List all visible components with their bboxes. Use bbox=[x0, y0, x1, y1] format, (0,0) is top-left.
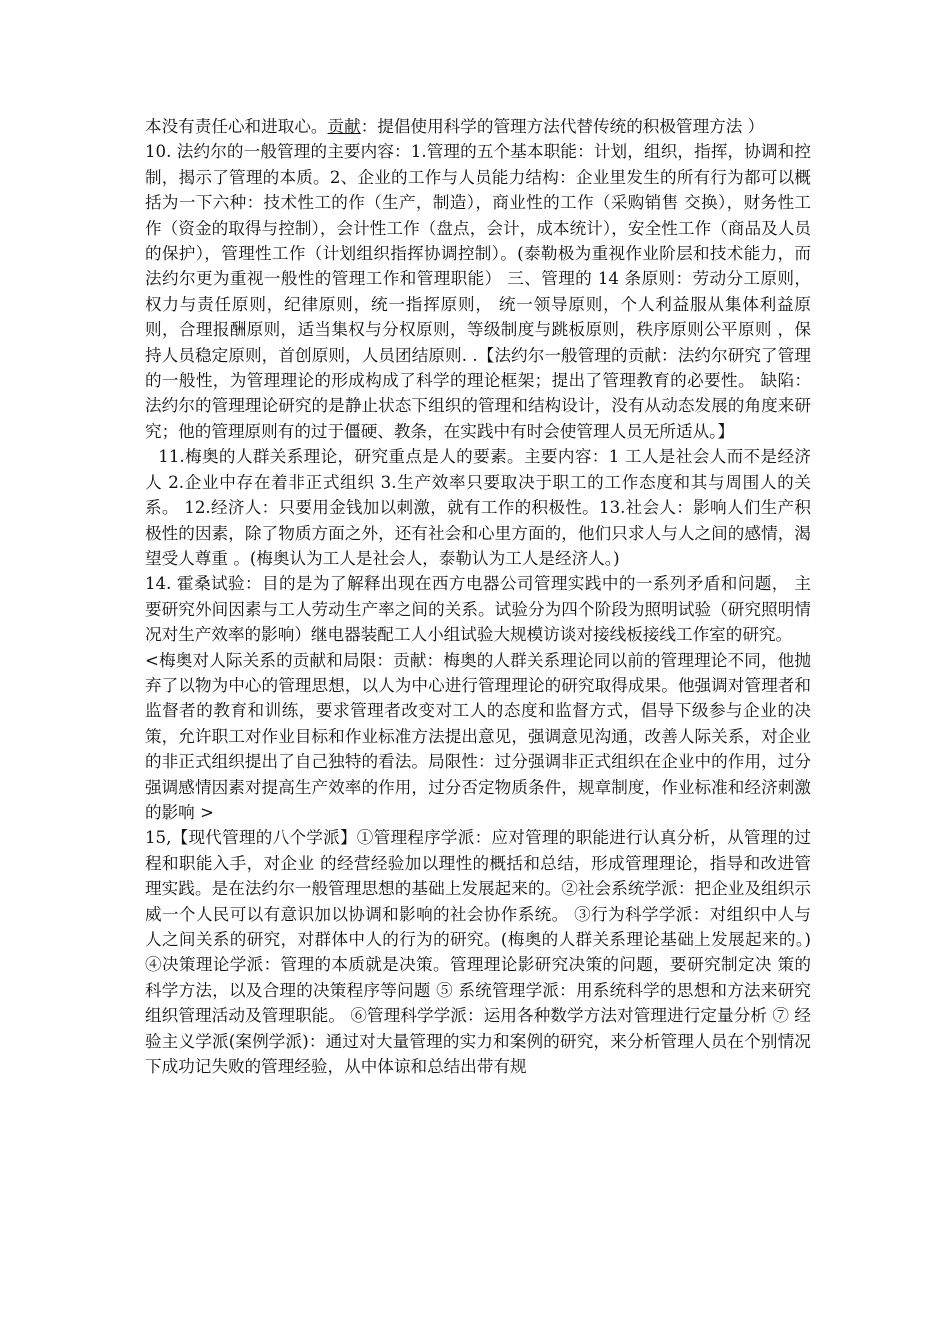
paragraph-schools: 15,【现代管理的八个学派】①管理程序学派：应对管理的职能进行认真分析，从管理的过程和职能入手，对企业 的经营经验加以理性的概括和总结，形成管理理论，指导和改进管理实践。是在法约尔一般管理思想的基础上发展起来的。②社会系统学派：把企业及组织示威一个人民可以有意识加以协调和影响的社会协作系统。 ③行为科学学派：对组织中人与人之间关系的研究，对群体中人的行为的研究。(梅奥的人群关系理论基础上发展起来的。) ④决策理论学派：管理的本质就是决策。管理理论影研究决策的问题，要研究制定决 策的科学方法，以及合理的决策程序等问题 ⑤ 系统管理学派：用系统科学的思想和方法来研究组织管理活动及管理职能。 ⑥管理科学学派：运用各种数学方法对管理进行定量分析 ⑦ 经验主义学派(案例学派)：通过对大量管理的实力和案例的研究，来分析管理人员在个别情况下成功记失败的管理经验，从中体谅和总结出带有规 bbox=[145, 828, 811, 1077]
text-segment: 本没有责任心和进取心。 bbox=[145, 117, 328, 136]
paragraph-mayo-evaluation: <梅奥对人际关系的贡献和局限：贡献：梅奥的人群关系理论同以前的管理理论不同，他抛弃了以物为中心的管理思想，以人为中心进行管理理论的研究取得成果。他强调对管理者和监督者的教育和训练，要求管理者改变对工人的态度和监督方式，倡导下级参与企业的决策，允许职工对作业目标和作业标准方法提出意见，强调意见沟通，改善人际关系，对企业的非正式组织提出了自己独特的看法。局限性：过分强调非正式组织在企业中的作用，过分强调感情因素对提高生产效率的作用，过分否定物质条件，规章制度，作业标准和经济刺激的影响 > bbox=[145, 650, 811, 822]
contribution-label: 贡献 bbox=[327, 117, 361, 136]
paragraph-fayol: 10. 法约尔的一般管理的主要内容：1.管理的五个基本职能：计划，组织，指挥，协调和控制，揭示了管理的本质。2、企业的工作与人员能力结构：企业里发生的所有行为都可以概括为一下六种：技术性工的作（生产，制造），商业性的工作（采购销售 交换），财务性工作（资金的取得与控制），会计性工作（盘点，会计，成本统计），安全性工作（商品及人员的保护），管理性工作（计划组织指挥协调控制）。(泰勒极为重视作业阶层和技术能力，而法约尔更为重视一般性的管理工作和管理职能） 三、管理的 14 条原则：劳动分工原则，权力与责任原则，纪律原则，统一指挥原则， 统一领导原则，个人利益服从集体利益原则，合理报酬原则，适当集权与分权原则，等级制度与跳板原则，秩序原则公平原则 ，保持人员稳定原则，首创原则，人员团结原则. .【法约尔一般管理的贡献：法约尔研究了管理的一般性，为管理理论的形成构成了科学的理论框架；提出了管理教育的必要性。 缺陷：法约尔的管理理论研究的是静止状态下组织的管理和结构设计，没有从动态发展的角度来研究；他的管理原则有的过于僵硬、教条，在实践中有时会使管理人员无所适从。】 bbox=[145, 142, 811, 441]
paragraph-taylor-contribution bbox=[145, 114, 811, 139]
paragraph-mayo: 11.梅奥的人群关系理论，研究重点是人的要素。主要内容：1 工人是社会人而不是经济人 2.企业中存在着非正式组织 3.生产效率只要取决于职工的工作态度和其与周围人的关系。 12.经济人：只要用金钱加以刺激，就有工作的积极性。13.社会人：影响人们生产积极性的因素，除了物质方面之外，还有社会和心里方面的，他们只求人与人之间的感情，渴望受人尊重 。(梅奥认为工人是社会人，泰勒认为工人是经济人。) bbox=[145, 447, 811, 568]
paragraph-hawthorne: 14. 霍桑试验：目的是为了解释出现在西方电器公司管理实践中的一系列矛盾和问题， 主要研究外间因素与工人劳动生产率之间的关系。试验分为四个阶段为照明试验（研究照明情况对生产效率的影响）继电器装配工人小组试验大规模访谈对接线板接线工作室的研究。 bbox=[145, 574, 811, 645]
document-body bbox=[145, 114, 811, 1079]
text-segment: ：提倡使用科学的管理方法代替传统的积极管理方法 ） bbox=[360, 117, 765, 136]
